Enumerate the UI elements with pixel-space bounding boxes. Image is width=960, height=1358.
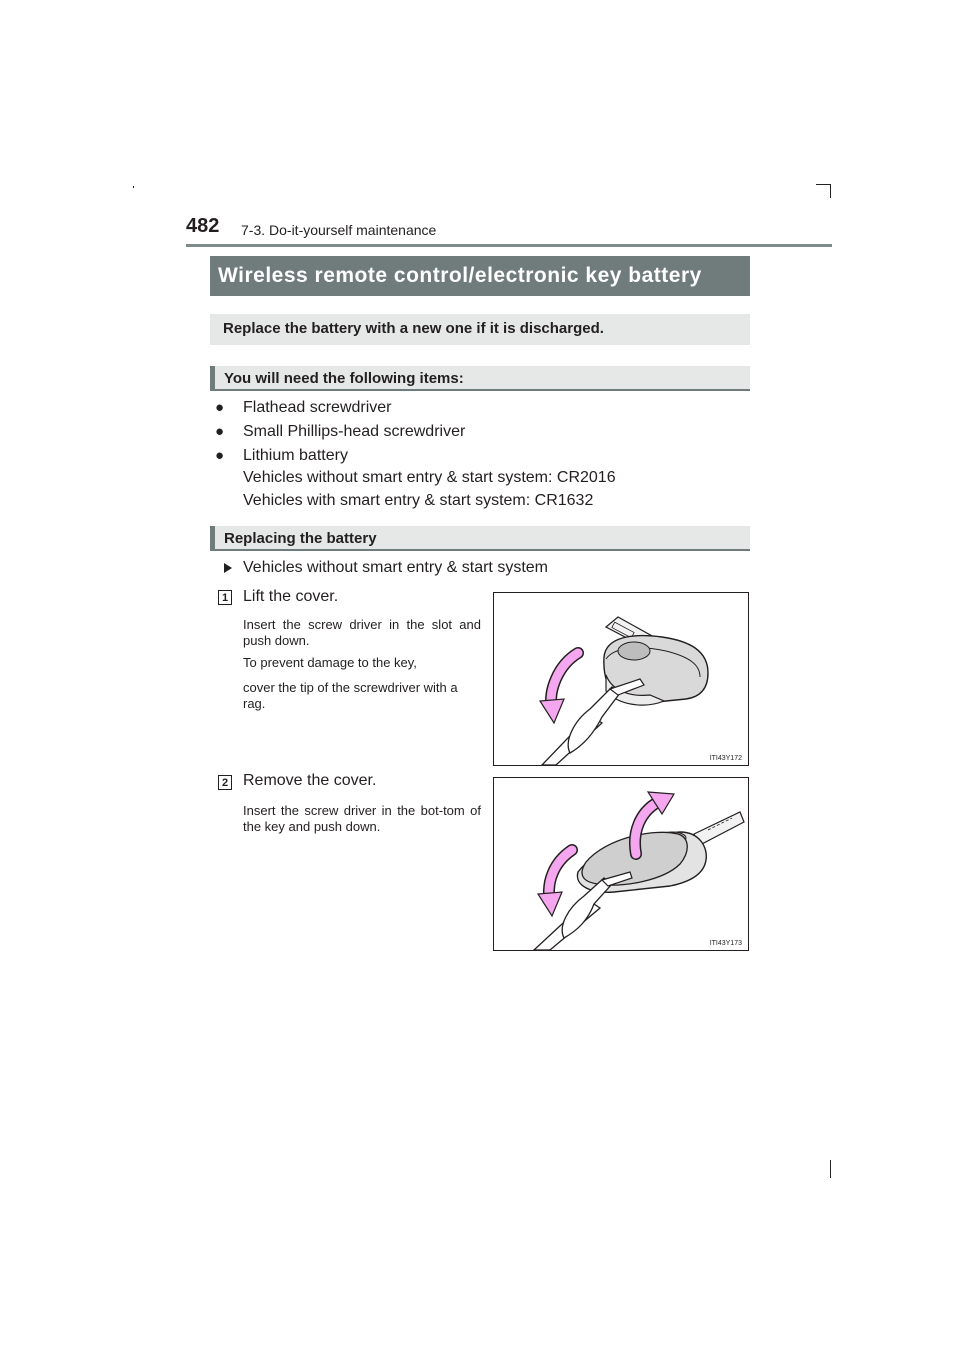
step-note: cover the tip of the screwdriver with a rag.: [243, 680, 458, 711]
header-rule: [186, 244, 832, 247]
step-number-badge: 2: [218, 775, 232, 790]
list-item: Flathead screwdriver: [243, 399, 392, 416]
page-title: Wireless remote control/electronic key battery: [210, 256, 750, 296]
list-item: Small Phillips-head screwdriver: [243, 423, 466, 440]
step-note: Insert the screw driver in the slot and push down.: [243, 617, 481, 648]
section-title: 7-3. Do-it-yourself maintenance: [241, 222, 437, 238]
crop-mark-top-right-vertical: [830, 184, 831, 198]
bullet-icon: ●: [215, 399, 225, 416]
replacing-heading: Replacing the battery: [210, 526, 750, 551]
figure-code: ITI43Y172: [709, 755, 742, 762]
list-item: Lithium battery: [243, 447, 348, 464]
needs-heading: You will need the following items:: [210, 366, 750, 391]
battery-detail: Vehicles with smart entry & start system: CR1632: [243, 492, 594, 509]
step-note: To prevent damage to the key,: [243, 655, 417, 670]
bullet-icon: ●: [215, 447, 225, 464]
key-illustration-2: [494, 778, 748, 950]
figure-code: ITI43Y173: [709, 940, 742, 947]
step-note: Insert the screw driver in the bot-tom of the key and push down.: [243, 803, 481, 834]
figure-lift-cover: [493, 592, 749, 766]
step-number-badge: 1: [218, 590, 232, 605]
crop-mark-left: [133, 186, 134, 188]
step-title: Remove the cover.: [243, 772, 377, 789]
intro-box: Replace the battery with a new one if it is discharged.: [210, 314, 750, 345]
crop-mark-bottom-right: [830, 1160, 831, 1178]
bullet-icon: ●: [215, 423, 225, 440]
triangle-icon: [224, 563, 232, 573]
key-illustration-1: [494, 593, 748, 765]
battery-detail: Vehicles without smart entry & start system: CR2016: [243, 469, 616, 486]
figure-remove-cover: [493, 777, 749, 951]
step-title: Lift the cover.: [243, 588, 339, 605]
page-number: 482: [186, 215, 220, 237]
crop-mark-top-right: [816, 184, 830, 185]
condition-text: Vehicles without smart entry & start system: [243, 559, 548, 576]
